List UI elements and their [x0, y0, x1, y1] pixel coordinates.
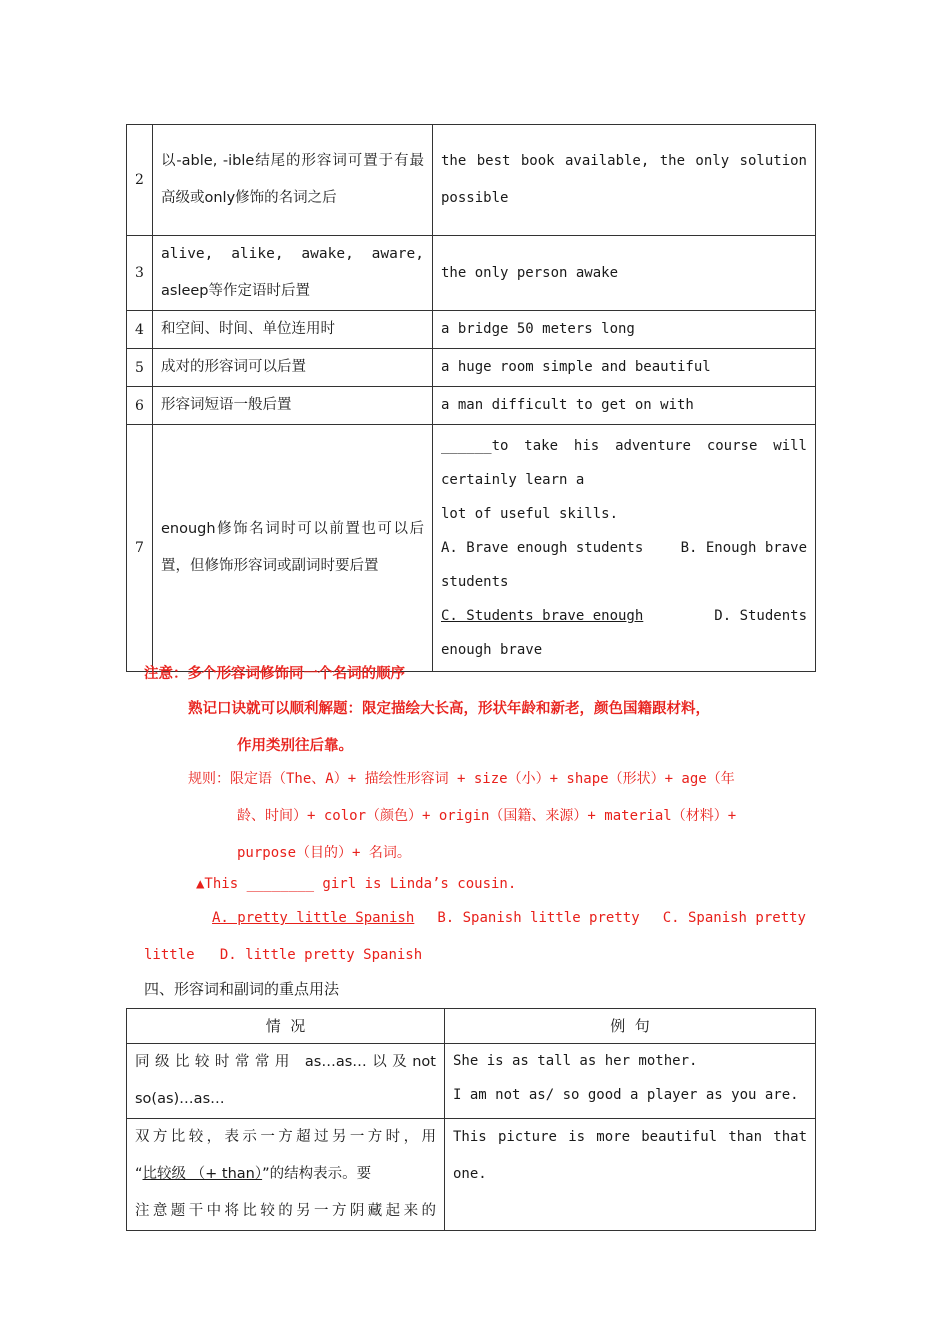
- adjective-postposition-table: [126, 124, 816, 672]
- option-d: D. Students: [714, 608, 807, 624]
- situation-line: 同级比较时常常用 as…as…以及not: [135, 1054, 436, 1070]
- quote-mark: “: [135, 1166, 143, 1182]
- example-line: This picture is more beautiful than that: [453, 1129, 807, 1145]
- table-row: [127, 125, 816, 236]
- table-row: [127, 1044, 816, 1119]
- example-line: I am not as/ so good a player as you are.: [453, 1087, 799, 1103]
- row-number: 6: [127, 387, 153, 425]
- example-cell: the only person awake: [433, 236, 816, 311]
- example-cell: [433, 425, 816, 672]
- options-line: [441, 531, 807, 565]
- example-cell: [433, 125, 816, 236]
- situation-text: ”的结构表示。要: [262, 1166, 372, 1182]
- comparative-phrase: 比较级 （+ than）: [142, 1166, 263, 1182]
- option-c: C. Spanish pretty: [662, 910, 806, 926]
- table-header-row: [127, 1009, 816, 1044]
- rule-line: 龄、时间）+ color（颜色）+ origin（国籍、来源）+ material（材料）+: [237, 808, 737, 824]
- row-number: 5: [127, 349, 153, 387]
- header-example: 例 句: [445, 1009, 816, 1044]
- condition-cell: enough修饰名词时可以前置也可以后置，但修饰形容词或副词时要后置: [153, 425, 433, 672]
- example-line: possible: [441, 190, 509, 206]
- condition-cell: 成对的形容词可以后置: [153, 349, 433, 387]
- example-line: one.: [453, 1166, 487, 1182]
- mnemonic-line: 熟记口诀就可以顺利解题：限定描绘大长高，形状年龄和新老，颜色国籍跟材料，: [188, 701, 710, 717]
- question-line: lot of useful skills.: [441, 506, 619, 522]
- question-line: certainly learn a: [441, 472, 585, 488]
- mnemonic-line: 作用类别往后靠。: [237, 738, 353, 754]
- section-heading: 四、形容词和副词的重点用法: [144, 980, 340, 998]
- condition-line: alive, alike, awake, aware,: [161, 246, 424, 262]
- example-cell: a man difficult to get on with: [433, 387, 816, 425]
- rule-line: 规则：限定语（The、A）+ 描绘性形容词 + size（小）+ shape（形状）+ age（年: [188, 771, 735, 787]
- question-line: ______to take his adventure course will: [441, 438, 807, 454]
- options-line: [441, 599, 807, 633]
- row-number: 7: [127, 425, 153, 672]
- situation-line: [135, 1156, 436, 1193]
- practice-options-cont: [144, 947, 422, 963]
- rule-line: purpose（目的）+ 名词。: [237, 845, 411, 861]
- note-title: 注意：多个形容词修饰同一个名词的顺序: [144, 666, 405, 682]
- table-row: [127, 349, 816, 387]
- row-number: 3: [127, 236, 153, 311]
- example-cell: [445, 1119, 816, 1231]
- option-b: B. Spanish little pretty: [437, 910, 640, 926]
- condition-line: asleep等作定语时后置: [161, 283, 311, 299]
- condition-cell: 形容词短语一般后置: [153, 387, 433, 425]
- practice-question: ▲This ________ girl is Linda’s cousin.: [196, 876, 517, 892]
- practice-options: [212, 910, 806, 926]
- option-d: D. little pretty Spanish: [219, 947, 423, 963]
- table-row: [127, 425, 816, 672]
- option-a-answer: A. pretty little Spanish: [212, 910, 415, 926]
- table-row: [127, 1119, 816, 1231]
- table-row: [127, 311, 816, 349]
- option-c-cont: little: [144, 947, 195, 963]
- condition-cell: [153, 236, 433, 311]
- option-b: B. Enough brave: [680, 540, 807, 556]
- option-c-answer: C. Students brave enough: [441, 608, 644, 624]
- example-line: the best book available, the only solution: [441, 153, 807, 169]
- situation-line: 双方比较，表示一方超过另一方时，用: [135, 1129, 436, 1145]
- situation-cell: [127, 1119, 445, 1231]
- situation-cell: [127, 1044, 445, 1119]
- option-d-cont: enough brave: [441, 642, 543, 658]
- option-b-cont: students: [441, 574, 509, 590]
- situation-line: 注意题干中将比较的另一方阴藏起来的: [135, 1203, 436, 1219]
- example-cell: a bridge 50 meters long: [433, 311, 816, 349]
- condition-cell: 以-able, -ible结尾的形容词可置于有最高级或only修饰的名词之后: [153, 125, 433, 236]
- table-row: [127, 387, 816, 425]
- row-number: 4: [127, 311, 153, 349]
- header-situation: 情 况: [127, 1009, 445, 1044]
- condition-cell: 和空间、时间、单位连用时: [153, 311, 433, 349]
- example-line: She is as tall as her mother.: [453, 1053, 698, 1069]
- example-cell: a huge room simple and beautiful: [433, 349, 816, 387]
- adjective-adverb-usage-table: [126, 1008, 816, 1231]
- situation-line: so(as)…as…: [135, 1091, 225, 1107]
- table-row: [127, 236, 816, 311]
- example-cell: [445, 1044, 816, 1119]
- option-a: A. Brave enough students: [441, 540, 644, 556]
- row-number: 2: [127, 125, 153, 236]
